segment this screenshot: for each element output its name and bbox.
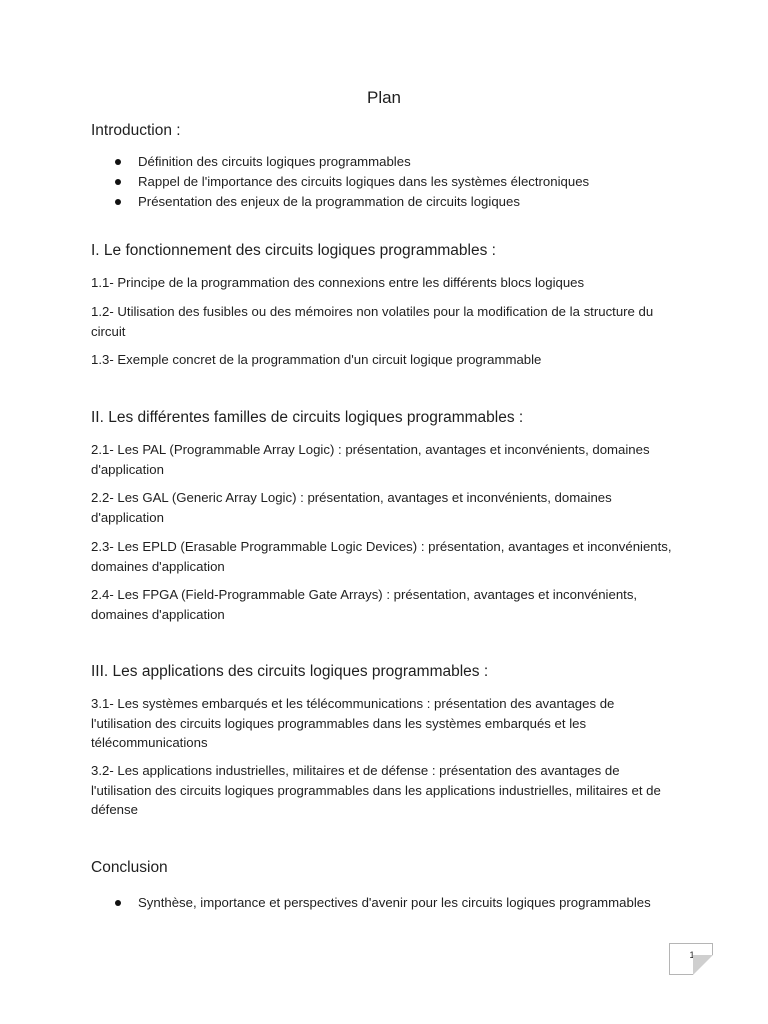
list-item bbox=[91, 192, 676, 212]
section2-item: 2.3- Les EPLD (Erasable Programmable Logic Devices) : présentation, avantages et inconvénients, domaines d'application bbox=[91, 539, 672, 574]
page-number: 1 bbox=[689, 950, 695, 960]
bullet-text: Rappel de l'importance des circuits logiques dans les systèmes électroniques bbox=[138, 174, 590, 189]
section2-heading: II. Les différentes familles de circuits logiques programmables : bbox=[91, 409, 524, 426]
section1-item: 1.1- Principe de la programmation des connexions entre les différents blocs logiques bbox=[91, 275, 585, 290]
section2-item: 2.4- Les FPGA (Field-Programmable Gate Arrays) : présentation, avantages et inconvénients, domaines d'application bbox=[91, 587, 638, 622]
introduction-bullet-list bbox=[91, 152, 676, 212]
bullet-icon bbox=[115, 900, 121, 906]
section1-item: 1.2- Utilisation des fusibles ou des mémoires non volatiles pour la modification de la structure du circuit bbox=[91, 304, 654, 339]
section1-heading: I. Le fonctionnement des circuits logiques programmables : bbox=[91, 242, 496, 259]
section3-item: 3.2- Les applications industrielles, militaires et de défense : présentation des avantages de l'utilisation des circuits logiques programmables dans les applications industrielles, militaires et de défense bbox=[91, 763, 661, 817]
page-number-box bbox=[669, 943, 713, 975]
conclusion-bullet-list bbox=[91, 893, 676, 913]
page-title: Plan bbox=[366, 88, 402, 107]
introduction-heading: Introduction : bbox=[91, 122, 181, 139]
bullet-text: Définition des circuits logiques programmables bbox=[138, 154, 411, 169]
section2-item: 2.1- Les PAL (Programmable Array Logic) : présentation, avantages et inconvénients, domaines d'application bbox=[91, 442, 650, 477]
section3-heading: III. Les applications des circuits logiques programmables : bbox=[91, 663, 489, 680]
section2-item: 2.2- Les GAL (Generic Array Logic) : présentation, avantages et inconvénients, domaines d'application bbox=[91, 490, 612, 525]
bullet-icon bbox=[115, 179, 121, 185]
section3-item: 3.1- Les systèmes embarqués et les télécommunications : présentation des avantages de l'utilisation des circuits logiques programmables dans les systèmes embarqués et les télécommunications bbox=[91, 696, 615, 750]
bullet-icon bbox=[115, 199, 121, 205]
conclusion-heading: Conclusion bbox=[91, 859, 168, 876]
list-item bbox=[91, 172, 676, 192]
list-item bbox=[91, 893, 676, 913]
page-corner-fold-icon bbox=[693, 955, 713, 975]
bullet-text: Synthèse, importance et perspectives d'avenir pour les circuits logiques programmables bbox=[138, 895, 651, 910]
section1-item: 1.3- Exemple concret de la programmation d'un circuit logique programmable bbox=[91, 352, 542, 367]
bullet-icon bbox=[115, 159, 121, 165]
bullet-text: Présentation des enjeux de la programmation de circuits logiques bbox=[138, 194, 520, 209]
list-item bbox=[91, 152, 676, 172]
